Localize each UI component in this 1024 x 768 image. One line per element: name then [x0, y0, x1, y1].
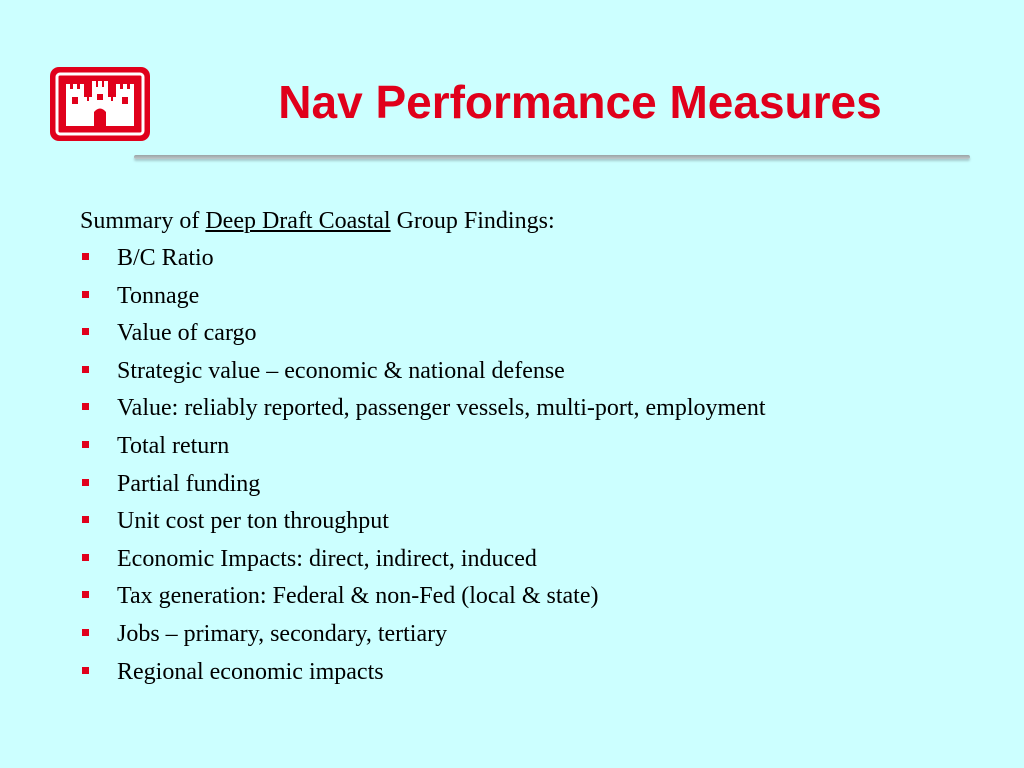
list-item-text: Jobs – primary, secondary, tertiary	[117, 620, 448, 647]
summary-group-name: Deep Draft Coastal	[205, 208, 391, 234]
list-item	[80, 390, 766, 428]
list-item-text: Total return	[117, 432, 230, 459]
list-item	[80, 315, 766, 353]
bullet-square-icon	[82, 366, 89, 373]
list-item-text: Value: reliably reported, passenger vessels, multi-port, employment	[117, 395, 766, 422]
list-item-text: Tonnage	[117, 282, 200, 309]
list-item	[80, 541, 766, 579]
list-item	[80, 466, 766, 504]
list-item-text: Economic Impacts: direct, indirect, induced	[117, 545, 537, 572]
summary-heading	[80, 203, 555, 239]
list-item	[80, 353, 766, 391]
bullet-square-icon	[82, 441, 89, 448]
page-title: Nav Performance Measures	[278, 76, 882, 128]
list-item	[80, 503, 766, 541]
bullet-square-icon	[82, 479, 89, 486]
bullet-square-icon	[82, 554, 89, 561]
list-item-text: Tax generation: Federal & non-Fed (local & state)	[117, 583, 599, 610]
list-item-text: Unit cost per ton throughput	[117, 508, 389, 535]
list-item	[80, 278, 766, 316]
list-item-text: B/C Ratio	[117, 245, 214, 271]
list-item-text: Value of cargo	[117, 320, 257, 347]
list-item	[80, 428, 766, 466]
findings-list	[80, 240, 766, 691]
list-item	[80, 654, 766, 692]
list-item-text: Regional economic impacts	[117, 658, 384, 685]
list-item	[80, 240, 766, 278]
list-item-text: Partial funding	[117, 470, 261, 497]
bullet-square-icon	[82, 403, 89, 410]
castle-logo-icon	[50, 67, 150, 141]
summary-prefix: Summary of	[80, 208, 206, 234]
list-item-text: Strategic value – economic & national defense	[117, 357, 565, 384]
bullet-square-icon	[82, 291, 89, 298]
bullet-square-icon	[82, 667, 89, 674]
summary-suffix: Group Findings:	[390, 208, 555, 234]
list-item	[80, 578, 766, 616]
bullet-square-icon	[82, 516, 89, 523]
list-item	[80, 616, 766, 654]
bullet-square-icon	[82, 328, 89, 335]
bullet-square-icon	[82, 629, 89, 636]
bullet-square-icon	[82, 253, 89, 260]
bullet-square-icon	[82, 591, 89, 598]
title-divider	[134, 155, 970, 159]
